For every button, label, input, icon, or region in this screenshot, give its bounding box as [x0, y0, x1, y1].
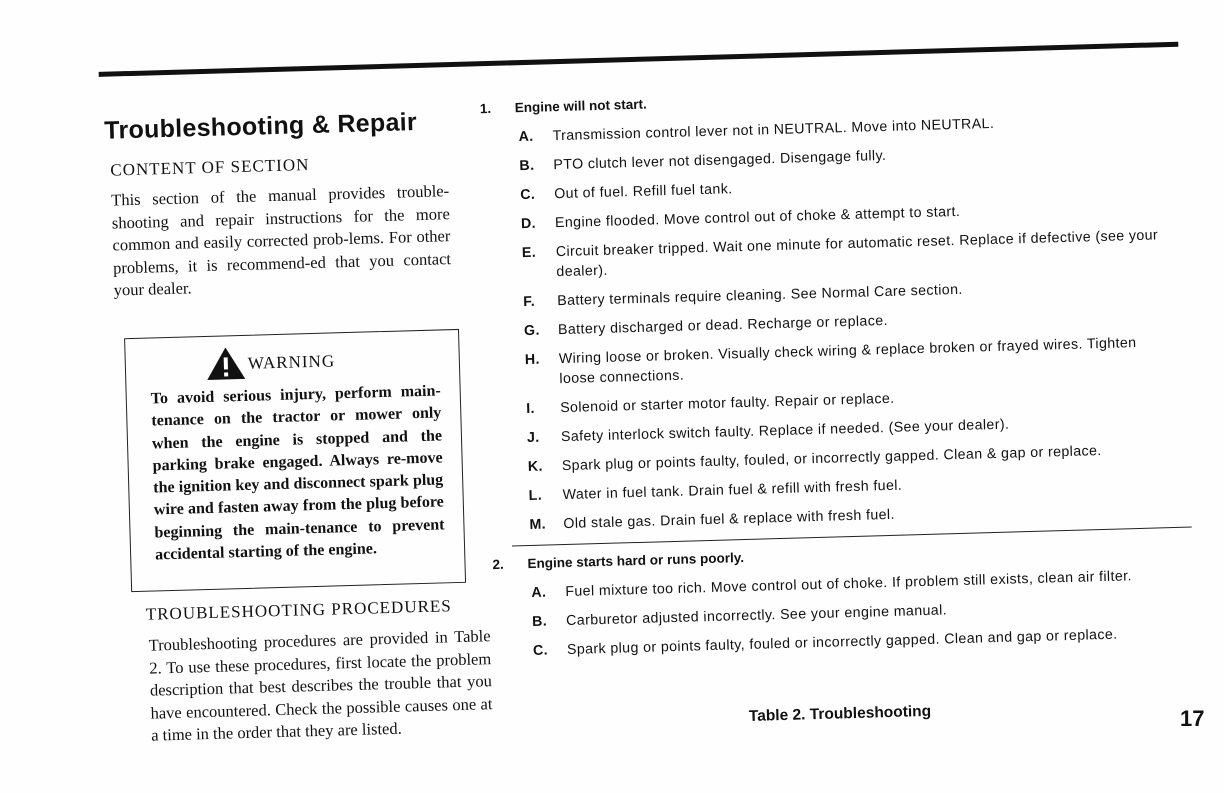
cause-item: G. Battery discharged or dead. Recharge or replace.: [523, 312, 889, 340]
cause-item: K. Spark plug or points faulty, fouled, or incorrectly gapped. Clean & gap or replace.: [527, 443, 1102, 476]
cause-item: I. Solenoid or starter motor faulty. Repair or replace.: [526, 390, 895, 418]
cause-item: A. Transmission control lever not in NEUTRAL. Move into NEUTRAL.: [518, 115, 995, 146]
cause-item: C. Out of fuel. Refill fuel tank.: [520, 181, 733, 204]
cause-item: L. Water in fuel tank. Drain fuel & refill with fresh fuel.: [528, 477, 903, 505]
table-caption: Table 2. Troubleshooting: [748, 702, 932, 725]
problem-title-text: Engine will not start.: [514, 96, 647, 116]
content-section-heading: CONTENT OF SECTION: [110, 155, 310, 180]
cause-item: D. Engine flooded. Move control out of choke & attempt to start.: [520, 203, 961, 233]
cause-item: J. Safety interlock switch faulty. Replace if needed. (See your dealer).: [526, 416, 1010, 447]
page-title: Troubleshooting & Repair: [103, 108, 418, 145]
cause-item: B. PTO clutch lever not disengaged. Disengage fully.: [519, 147, 887, 175]
warning-body: To avoid serious injury, perform main-tenance on the tractor or mower only when the engine is stopped and the parking brake engaged. Always re-move the ignition key and disconnect spark plug wire and fasten away from the plug before beginning the main-tenance to prevent accidental starting of the engine.: [150, 382, 445, 564]
warning-triangle-icon: [205, 346, 246, 381]
procedures-body: Troubleshooting procedures are provided in Table 2. To use these procedures, first locate the problem description that best describes the trouble that you have encountered. Check the possible causes one at a time in the order that they are listed.: [148, 626, 493, 745]
cause-item: M. Old stale gas. Drain fuel & replace with fresh fuel.: [529, 506, 896, 534]
problem-number: 1.: [479, 100, 492, 117]
cause-item: C. Spark plug or points faulty, fouled or incorrectly gapped. Clean and gap or replace.: [532, 626, 1118, 659]
cause-item: F. Battery terminals require cleaning. See Normal Care section.: [523, 281, 963, 311]
cause-item: H. Wiring loose or broken. Visually check wiring & replace broken or frayed wires. Tighten loose connections.: [524, 335, 1137, 388]
cause-item: E. Circuit breaker tripped. Wait one minute for automatic reset. Replace if defective (see your dealer).: [521, 227, 1159, 281]
problem-group-1: [480, 82, 1192, 536]
cause-item: A. Fuel mixture too rich. Move control out of choke. If problem still exists, clean air filter.: [531, 568, 1133, 601]
problem-title-text: Engine starts hard or runs poorly.: [527, 550, 745, 572]
problem-group-2: [492, 538, 1195, 663]
content-section-body: This section of the manual provides trouble-shooting and repair instructions for the more common and easily corrected prob-lems. For other problems, it is recommend-ed that you contact your dealer.: [110, 181, 452, 300]
cause-item: B. Carburetor adjusted incorrectly. See your engine manual.: [531, 602, 948, 630]
warning-box: [124, 329, 466, 592]
warning-label: WARNING: [247, 351, 336, 373]
problem-number: 2.: [492, 556, 505, 573]
troubleshooting-table: [480, 82, 1195, 662]
procedures-heading: TROUBLESHOOTING PROCEDURES: [145, 596, 452, 624]
top-rule: [99, 42, 1179, 77]
page-number: 17: [1180, 706, 1205, 731]
